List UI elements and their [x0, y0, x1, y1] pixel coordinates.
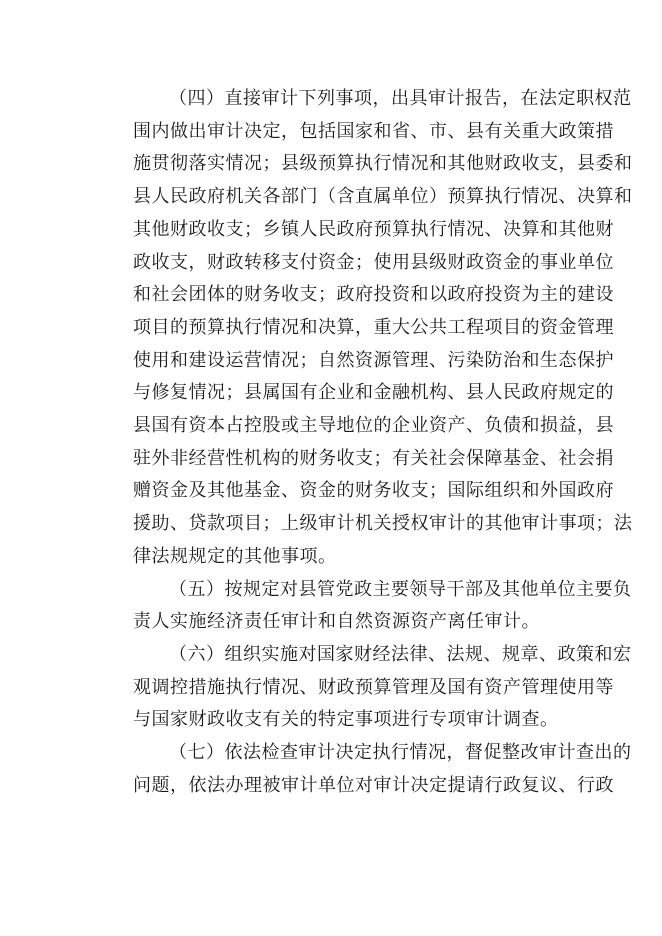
text-line: （六）组织实施对国家财经法律、法规、规章、政策和宏 — [169, 643, 632, 665]
text-line: （四）直接审计下列事项，出具审计报告，在法定职权范 — [169, 88, 632, 109]
paragraph-item-6 — [97, 639, 632, 737]
text-line: 和社会团体的财务收支；政府投资和以政府投资为主的建设 — [133, 284, 614, 306]
document-body — [97, 83, 633, 802]
text-line: （五）按规定对县管党政主要领导干部及其他单位主要负 — [169, 578, 632, 600]
text-line: 县国有资本占控股或主导地位的企业资产、负债和损益，县 — [133, 415, 614, 437]
text-line: 与修复情况；县属国有企业和金融机构、县人民政府规定的 — [133, 382, 614, 404]
text-line: 问题，依法办理被审计单位对审计决定提请行政复议、行政 — [133, 774, 614, 796]
text-line: 围内做出审计决定，包括国家和省、市、县有关重大政策措 — [133, 120, 614, 142]
text-line: 援助、贷款项目；上级审计机关授权审计的其他审计事项；法 — [133, 513, 633, 535]
text-line: 驻外非经营性机构的财务收支；有关社会保障基金、社会捐 — [133, 447, 614, 469]
text-line: 律法规规定的其他事项。 — [133, 545, 337, 567]
text-line: 观调控措施执行情况、财政预算管理及国有资产管理使用等 — [133, 676, 614, 698]
text-line: 责人实施经济责任审计和自然资源资产离任审计。 — [133, 611, 540, 633]
text-line: 其他财政收支；乡镇人民政府预算执行情况、决算和其他财 — [133, 218, 614, 240]
text-line: 县人民政府机关各部门（含直属单位）预算执行情况、决算和 — [133, 186, 633, 208]
text-line: 项目的预算执行情况和决算，重大公共工程项目的资金管理 — [133, 316, 614, 338]
text-line: （七）依法检查审计决定执行情况，督促整改审计查出的 — [169, 742, 632, 764]
text-line: 政收支，财政转移支付资金；使用县级财政资金的事业单位 — [133, 251, 614, 273]
text-line: 与国家财政收支有关的特定事项进行专项审计调查。 — [133, 709, 559, 731]
paragraph-item-4 — [97, 83, 633, 574]
text-line: 赠资金及其他基金、资金的财务收支；国际组织和外国政府 — [133, 480, 614, 502]
text-line: 使用和建设运营情况；自然资源管理、污染防治和生态保护 — [133, 349, 614, 371]
text-line: 施贯彻落实情况；县级预算执行情况和其他财政收支，县委和 — [133, 153, 633, 175]
paragraph-item-5 — [97, 574, 632, 639]
paragraph-item-7 — [97, 737, 632, 802]
